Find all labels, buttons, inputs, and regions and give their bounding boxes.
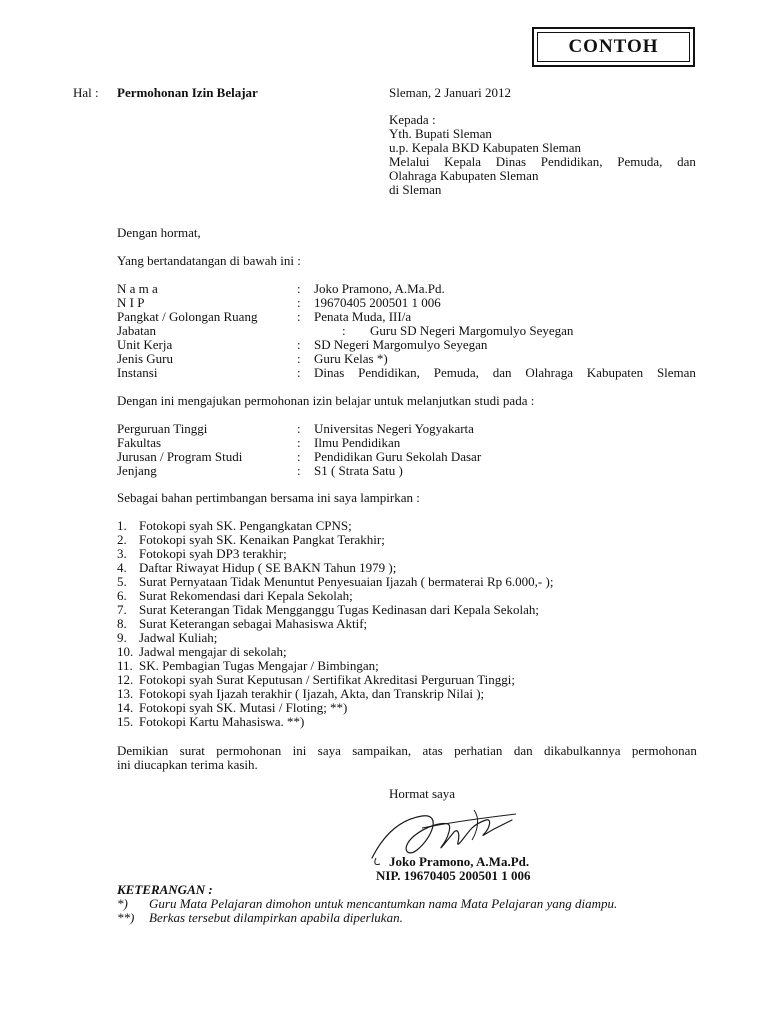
- list-item-text: Fotokopi syah SK. Kenaikan Pangkat Terakhir;: [139, 532, 385, 547]
- list-number: 13.: [117, 686, 134, 701]
- identity-value: [314, 366, 696, 380]
- contoh-stamp-label: CONTOH: [537, 32, 690, 62]
- request-text: Dengan ini mengajukan permohonan izin belajar untuk melanjutkan studi pada :: [117, 393, 535, 408]
- list-item: [117, 603, 127, 617]
- list-item: [117, 631, 127, 645]
- list-item-text: Fotokopi syah DP3 terakhir;: [139, 546, 287, 561]
- list-item: [117, 645, 133, 659]
- note-text: Guru Mata Pelajaran dimohon untuk mencantumkan nama Mata Pelajaran yang diampu.: [149, 896, 618, 911]
- identity-label: Unit Kerja: [117, 337, 173, 352]
- list-item-text: Fotokopi syah SK. Mutasi / Floting; **): [139, 700, 348, 715]
- word: dan: [492, 365, 512, 380]
- word: perhatian: [454, 743, 503, 758]
- list-item: [117, 575, 127, 589]
- word: Demikian: [117, 743, 169, 758]
- list-item: [117, 533, 127, 547]
- closing-line-1: [117, 744, 697, 758]
- identity-label: Instansi: [117, 365, 158, 380]
- request-value: Ilmu Pendidikan: [314, 435, 401, 450]
- intro: Yang bertandatangan di bawah ini :: [117, 253, 301, 268]
- closing-line-2: ini diucapkan terima kasih.: [117, 757, 258, 772]
- word: Pemuda,: [433, 365, 479, 380]
- word: Pemuda,: [617, 154, 663, 169]
- colon: :: [297, 463, 301, 478]
- word: Kabupaten: [586, 365, 644, 380]
- word: dikabulkannya: [543, 743, 621, 758]
- contoh-stamp: [532, 27, 695, 67]
- list-item-text: Fotokopi syah SK. Pengangkatan CPNS;: [139, 518, 352, 533]
- list-item: [117, 617, 127, 631]
- list-item: [117, 715, 133, 729]
- list-item-text: Jadwal mengajar di sekolah;: [139, 644, 287, 659]
- greeting: Dengan hormat,: [117, 225, 201, 240]
- identity-value: Penata Muda, III/a: [314, 309, 412, 324]
- word: dan: [677, 154, 696, 169]
- subject: Permohonan Izin Belajar: [117, 85, 258, 100]
- recipient-line-4: Olahraga Kabupaten Sleman: [389, 168, 539, 183]
- list-number: 11.: [117, 658, 133, 673]
- list-item: [117, 701, 133, 715]
- identity-label: Jenis Guru: [117, 351, 173, 366]
- list-number: 7.: [117, 602, 127, 617]
- word: permohonan: [631, 743, 697, 758]
- hormat-saya: Hormat saya: [389, 786, 456, 801]
- list-item: [117, 519, 127, 533]
- list-number: 6.: [117, 588, 127, 603]
- recipient-kepada: Kepada :: [389, 112, 436, 127]
- request-value: Universitas Negeri Yogyakarta: [314, 421, 474, 436]
- word: Kepala: [444, 154, 481, 169]
- recipient-line-5: di Sleman: [389, 182, 442, 197]
- list-number: 15.: [117, 714, 134, 729]
- request-value: Pendidikan Guru Sekolah Dasar: [314, 449, 482, 464]
- identity-value: SD Negeri Margomulyo Seyegan: [314, 337, 488, 352]
- list-item: [117, 547, 127, 561]
- identity-label: N I P: [117, 295, 145, 310]
- word: surat: [179, 743, 205, 758]
- identity-label: Jabatan: [117, 323, 156, 338]
- list-item-text: SK. Pembagian Tugas Mengajar / Bimbingan;: [139, 658, 379, 673]
- word: Sleman: [656, 365, 696, 380]
- list-number: 3.: [117, 546, 127, 561]
- identity-label: N a m a: [117, 281, 158, 296]
- recipient-line-2: u.p. Kepala BKD Kabupaten Sleman: [389, 140, 582, 155]
- word: Pendidikan,: [540, 154, 603, 169]
- colon: :: [297, 281, 301, 296]
- list-item-text: Fotokopi syah Surat Keputusan / Sertifikat Akreditasi Perguruan Tinggi;: [139, 672, 516, 687]
- list-number: 14.: [117, 700, 134, 715]
- word: Pendidikan,: [358, 365, 420, 380]
- colon: :: [297, 351, 301, 366]
- word: permohonan: [216, 743, 282, 758]
- note-mark: **): [117, 910, 135, 925]
- colon: :: [297, 309, 301, 324]
- signatory-nip: NIP. 19670405 200501 1 006: [376, 868, 531, 883]
- list-number: 4.: [117, 560, 127, 575]
- list-number: 12.: [117, 672, 134, 687]
- list-item-text: Fotokopi Kartu Mahasiswa. **): [139, 714, 305, 729]
- place-date: Sleman, 2 Januari 2012: [389, 85, 512, 100]
- word: sampaikan,: [352, 743, 412, 758]
- word: Dinas: [314, 365, 345, 380]
- identity-value: Guru Kelas *): [314, 351, 388, 366]
- request-label: Jenjang: [117, 463, 157, 478]
- word: ini: [292, 743, 307, 758]
- word: atas: [422, 743, 443, 758]
- recipient-line-1: Yth. Bupati Sleman: [389, 126, 492, 141]
- word: dan: [513, 743, 533, 758]
- list-number: 2.: [117, 532, 127, 547]
- request-value: S1 ( Strata Satu ): [314, 463, 403, 478]
- attachments-intro: Sebagai bahan pertimbangan bersama ini saya lampirkan :: [117, 490, 420, 505]
- list-number: 1.: [117, 518, 127, 533]
- list-item-text: Jadwal Kuliah;: [139, 630, 218, 645]
- colon: :: [342, 323, 346, 338]
- list-item: [117, 589, 127, 603]
- list-number: 10.: [117, 644, 134, 659]
- list-item-text: Surat Rekomendasi dari Kepala Sekolah;: [139, 588, 353, 603]
- list-number: 8.: [117, 616, 127, 631]
- list-item-text: Surat Keterangan Tidak Mengganggu Tugas Kedinasan dari Kepala Sekolah;: [139, 602, 540, 617]
- hal-label: Hal :: [73, 85, 99, 100]
- list-number: 9.: [117, 630, 127, 645]
- word: saya: [317, 743, 341, 758]
- request-label: Perguruan Tinggi: [117, 421, 208, 436]
- colon: :: [297, 435, 301, 450]
- word: Melalui: [389, 154, 430, 169]
- list-item: [117, 659, 133, 673]
- colon: :: [297, 337, 301, 352]
- recipient-line-3: [389, 155, 696, 169]
- colon: :: [297, 295, 301, 310]
- request-label: Fakultas: [117, 435, 162, 450]
- list-item-text: Daftar Riwayat Hidup ( SE BAKN Tahun 1979 );: [139, 560, 397, 575]
- signatory-name: Joko Pramono, A.Ma.Pd.: [389, 854, 530, 869]
- list-item-text: Surat Keterangan sebagai Mahasiswa Aktif;: [139, 616, 368, 631]
- colon: :: [297, 365, 301, 380]
- identity-value: 19670405 200501 1 006: [314, 295, 441, 310]
- notes-title: KETERANGAN :: [117, 882, 213, 897]
- identity-value: Joko Pramono, A.Ma.Pd.: [314, 281, 445, 296]
- list-item-text: Surat Pernyataan Tidak Menuntut Penyesuaian Ijazah ( bermaterai Rp 6.000,- );: [139, 574, 554, 589]
- identity-value: Guru SD Negeri Margomulyo Seyegan: [370, 323, 574, 338]
- note-mark: *): [117, 896, 128, 911]
- list-number: 5.: [117, 574, 127, 589]
- colon: :: [297, 421, 301, 436]
- colon: :: [297, 449, 301, 464]
- note-text: Berkas tersebut dilampirkan apabila diperlukan.: [149, 910, 403, 925]
- list-item: [117, 561, 127, 575]
- request-label: Jurusan / Program Studi: [117, 449, 243, 464]
- identity-label: Pangkat / Golongan Ruang: [117, 309, 258, 324]
- word: Olahraga: [525, 365, 573, 380]
- list-item-text: Fotokopi syah Ijazah terakhir ( Ijazah, Akta, dan Transkrip Nilai );: [139, 686, 485, 701]
- list-item: [117, 673, 133, 687]
- list-item: [117, 687, 133, 701]
- word: Dinas: [495, 154, 527, 169]
